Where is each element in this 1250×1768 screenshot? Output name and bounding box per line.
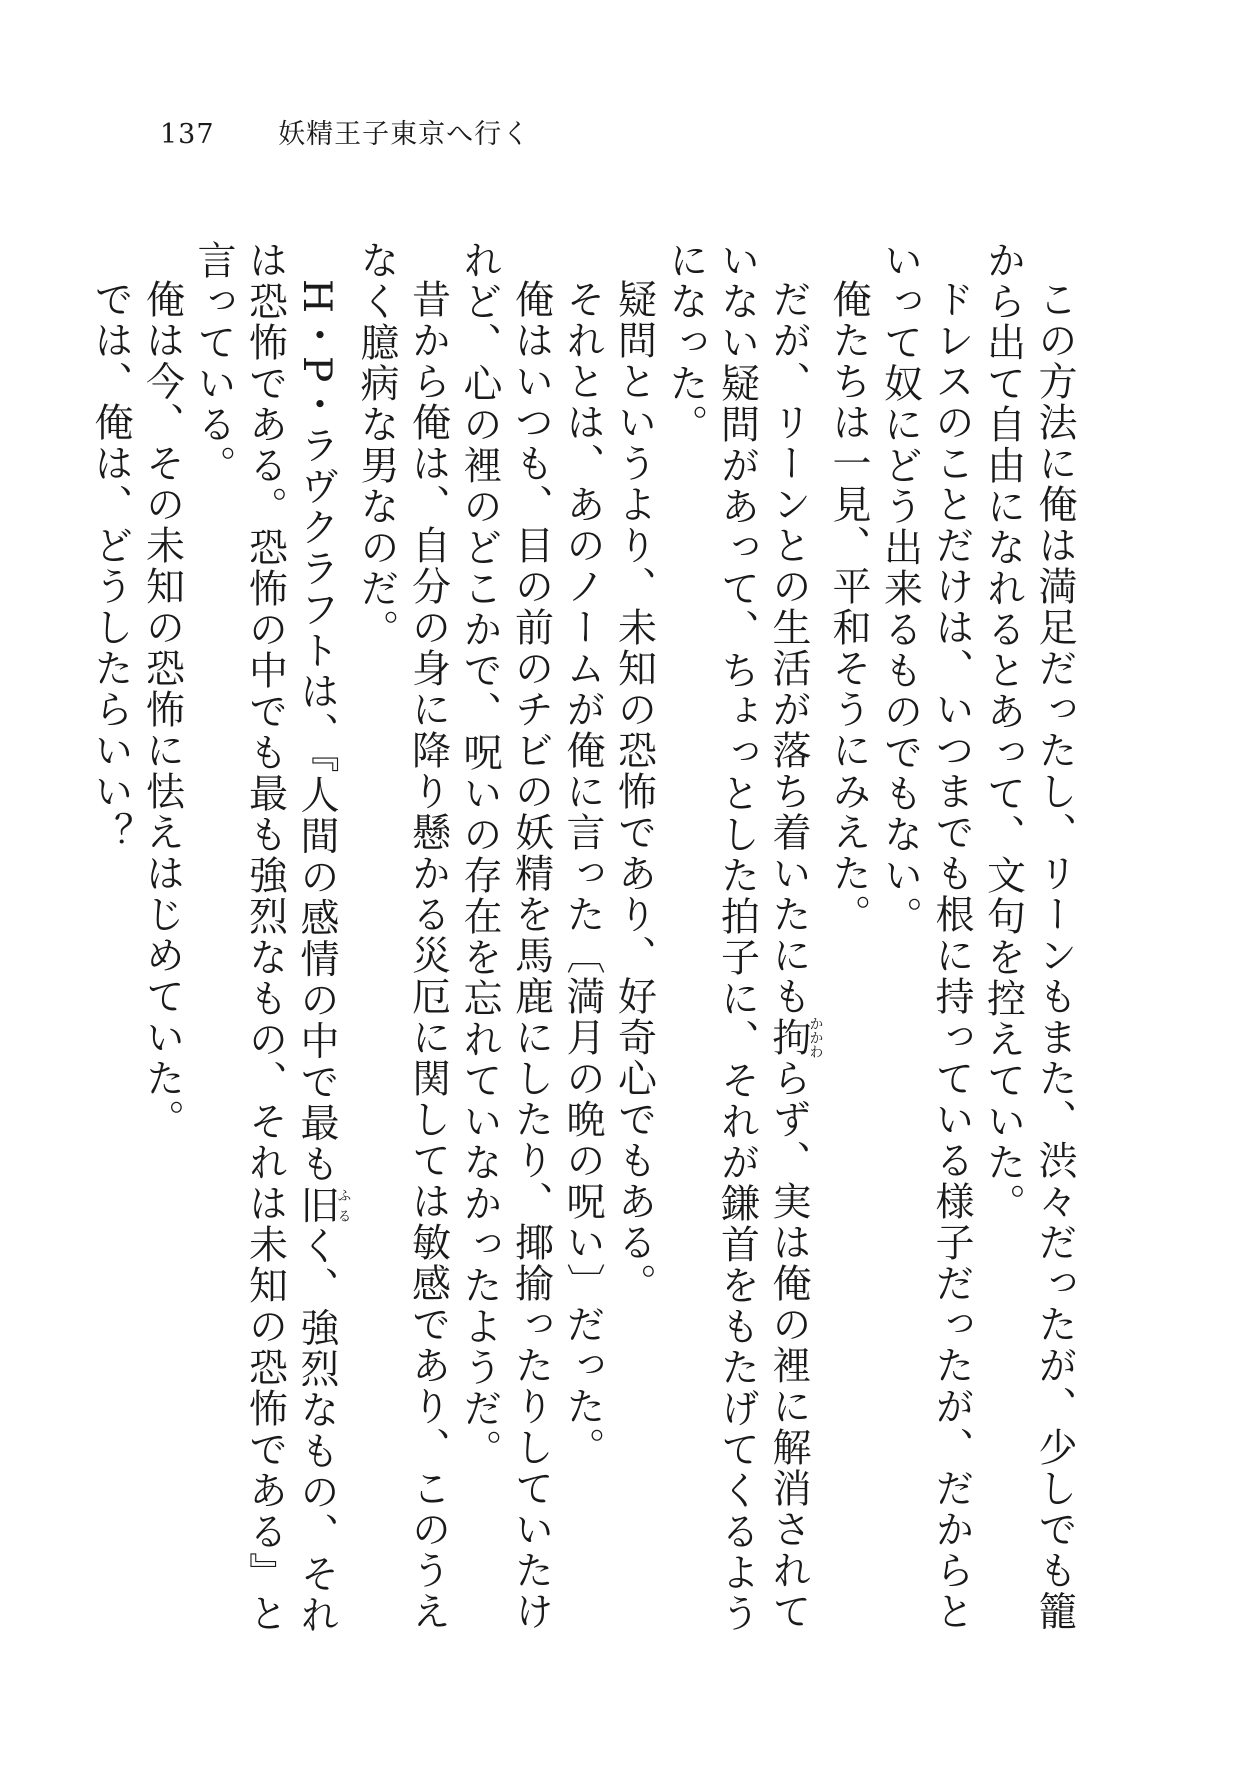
text-line: 俺たちは一見、平和そうにみえた。 bbox=[826, 279, 871, 935]
ruby-word: 旧ふる bbox=[294, 1184, 352, 1226]
paragraph bbox=[351, 240, 454, 1660]
paragraph bbox=[454, 240, 557, 1660]
page-number: 137 bbox=[160, 119, 215, 150]
text-line: のどこかで、呪いの存在を忘れていなかったようだ。 bbox=[457, 486, 502, 1470]
text-line: 俺はいつも、目の前のチビの妖精を馬鹿にしたり、揶揄ったりしていたけれど、心の裡 bbox=[457, 240, 554, 1632]
text-line: だが、リーンとの生活が落ち着いたにも bbox=[766, 279, 811, 1017]
ruby-word: 拘かかわ bbox=[766, 1016, 824, 1059]
text-line: 昔から俺は、自分の身に降り懸かる災厄に関しては敏感であり、このうえなく臆病な男 bbox=[354, 240, 451, 1632]
text-line: ドレスのことだけは、いつまでも根に持っている様子だったが、だからといって奴にど bbox=[877, 240, 974, 1632]
text-line: この方法に俺は満足だったし、リーンもまた、渋々だったが、少しでも籠から出て自由 bbox=[980, 240, 1077, 1632]
paragraph bbox=[823, 240, 875, 1660]
text-line: それとは、あのノームが俺に言った〔満月の晩の呪い〕だった。 bbox=[560, 279, 605, 1468]
text-line: があって、ちょっとした拍子に、それが鎌首をもたげてくるようになった。 bbox=[663, 240, 760, 1634]
paragraph bbox=[660, 240, 823, 1660]
text-line: なのだ。 bbox=[354, 486, 399, 650]
text-line: になれるとあって、文句を控えていた。 bbox=[980, 486, 1026, 1224]
ruby-reading: ふる bbox=[335, 1184, 352, 1226]
paragraph bbox=[557, 240, 609, 1660]
text-line: 疑問というより、未知の恐怖であり、好奇心でもある。 bbox=[611, 279, 657, 1304]
text-line: く、強烈なもの、それは恐怖である。 bbox=[242, 240, 339, 1636]
main-text bbox=[85, 240, 1081, 1660]
text-line: 恐怖の中でも最も強烈なもの、それは未知の恐怖である』と言っている。 bbox=[191, 240, 288, 1634]
running-header bbox=[160, 112, 530, 151]
paragraph bbox=[977, 240, 1080, 1660]
chapter-title: 妖精王子東京へ行く bbox=[278, 119, 531, 150]
text-line: H・P・ラヴクラフトは、『人間の感情の中で最も bbox=[294, 279, 339, 1185]
paragraph bbox=[188, 240, 351, 1660]
paragraph bbox=[136, 240, 188, 1660]
paragraph bbox=[608, 240, 660, 1660]
paragraph bbox=[85, 240, 137, 1660]
text-line: 俺は今、その未知の恐怖に怯えはじめていた。 bbox=[139, 279, 185, 1140]
ruby-reading: かかわ bbox=[807, 1016, 824, 1059]
text-line: う出来るものでもない。 bbox=[877, 486, 923, 937]
text-line: らず、実は俺の裡に解消されていない疑問 bbox=[714, 240, 811, 1632]
text-line: では、俺は、どうしたらいい？ bbox=[88, 279, 133, 853]
paragraph bbox=[874, 240, 977, 1660]
